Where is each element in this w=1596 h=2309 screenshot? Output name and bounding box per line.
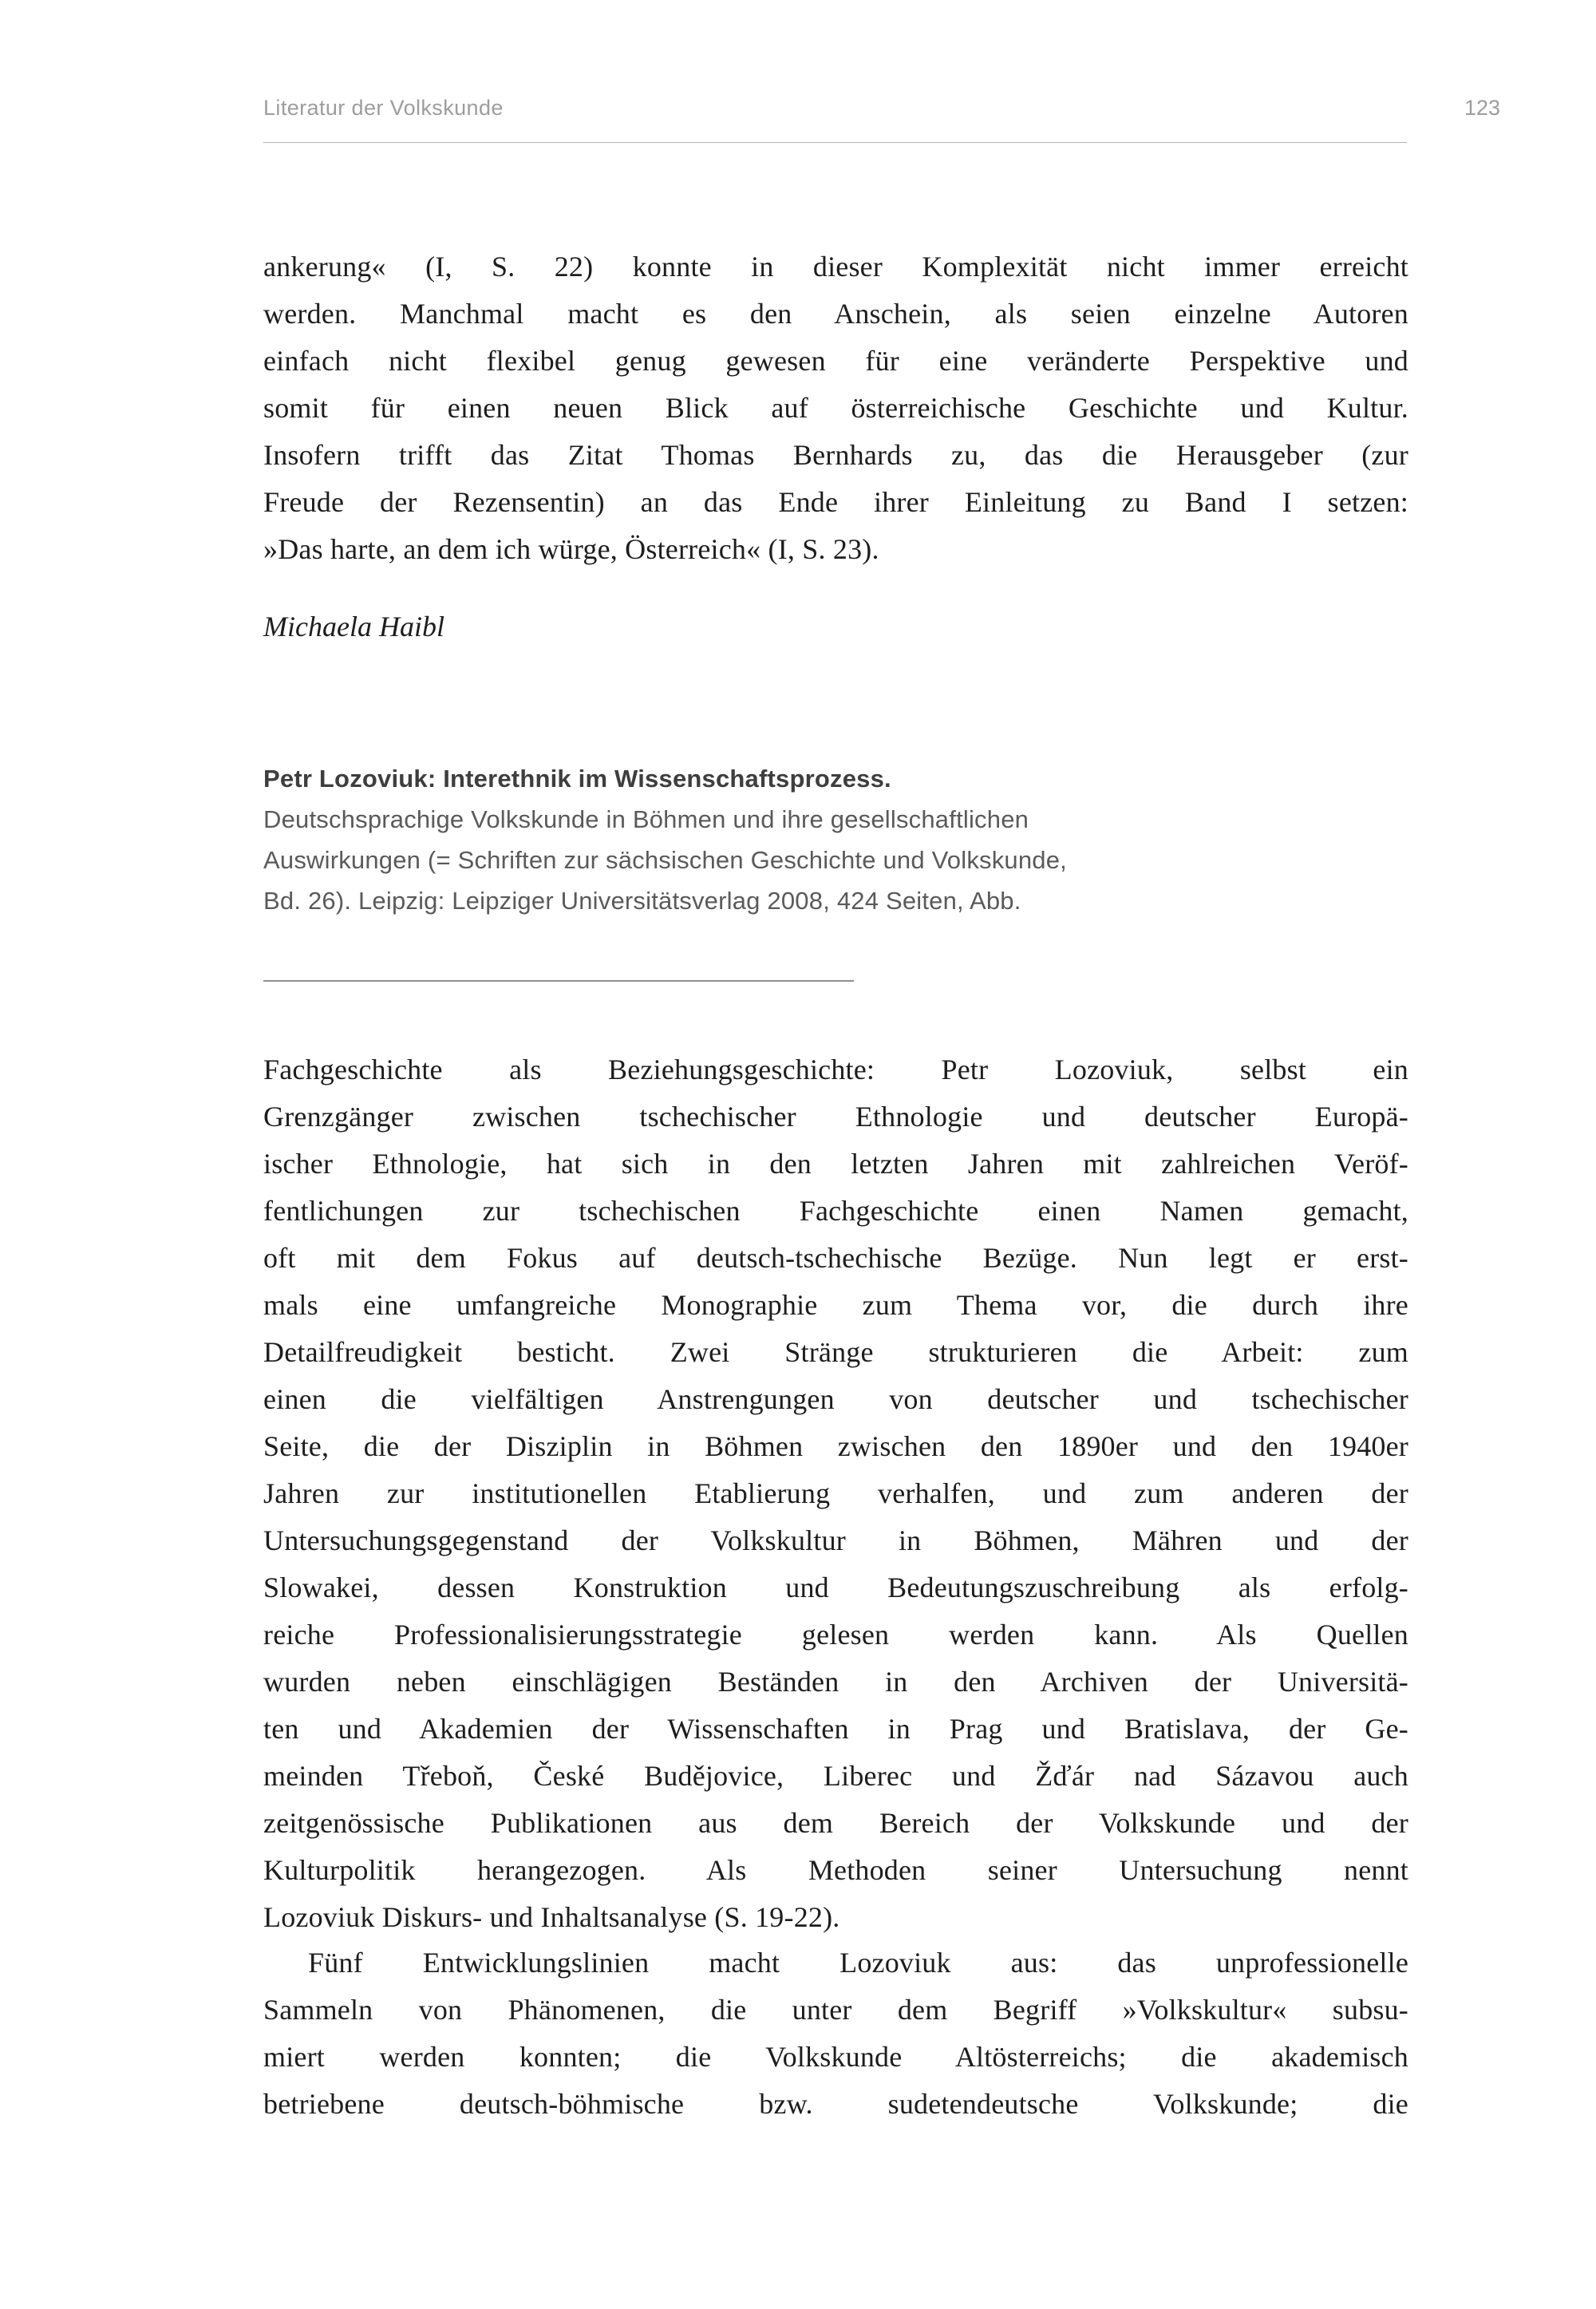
review-body-paragraph-2: Fünf Entwicklungslinien macht Lozoviuk aus: das unprofessionelle Sammeln von Phänomenen, die unter dem Begriff »Volkskultur« subsu- miert werden konnten; die Volkskunde Altösterreichs; die akademisch betriebene deutsch-böhmische bzw. sudetendeutsche Volkskunde; die <box>263 1947 1408 2120</box>
review-heading <box>263 758 1408 921</box>
header-rule <box>263 142 1407 143</box>
review-title: Petr Lozoviuk: Interethnik im Wissenschaftsprozess. <box>263 765 891 793</box>
review-body-paragraph-1: Fachgeschichte als Beziehungsgeschichte: Petr Lozoviuk, selbst ein Grenzgänger zwischen tschechischer Ethnologie und deutscher Europä- ischer Ethnologie, hat sich in den letzten Jahren mit zahlreichen Veröf- fentlichungen zur tschechischen Fachgeschichte einen Namen gemacht, oft mit dem Fokus auf deutsch-tschechische Bezüge. Nun legt er erst- mals eine umfangreiche Monographie zum Thema vor, die durch ihre Detailfreudigkeit besticht. Zwei Stränge strukturieren die Arbeit: zum einen die vielfältigen Anstrengungen von deutscher und tschechischer Seite, die der Disziplin in Böhmen zwischen den 1890er und den 1940er Jahren zur institutionellen Etablierung verhalfen, und zum anderen der Untersuchungsgegenstand der Volkskultur in Böhmen, Mähren und der Slowakei, dessen Konstruktion und Bedeutungszuschreibung als erfolg- reiche Professionalisierungsstrategie gelesen werden kann. Als Quellen wurden neben einschlägigen Beständen in den Archiven der Universitä- ten und Akademien der Wissenschaften in Prag und Bratislava, der Ge- meinden Třeboň, České Budějovice, Liberec und Žďár nad Sázavou auch zeitgenössische Publikationen aus dem Bereich der Volkskunde und der Kulturpolitik herangezogen. Als Methoden seiner Untersuchung nennt Lozoviuk Diskurs- und Inhaltsanalyse (S. 19-22). <box>263 1054 1408 1933</box>
page-number: 123 <box>1464 96 1500 120</box>
continued-paragraph: ankerung« (I, S. 22) konnte in dieser Komplexität nicht immer erreicht werden. Manchmal macht es den Anschein, als seien einzelne Autoren einfach nicht flexibel genug gewesen für eine veränderte Perspektive und somit für einen neuen Blick auf österreichische Geschichte und Kultur. Insofern trifft das Zitat Thomas Bernhards zu, das die Herausgeber (zur Freude der Rezensentin) an das Ende ihrer Einleitung zu Band I setzen: »Das harte, an dem ich würge, Österreich« (I, S. 23). <box>263 251 1408 565</box>
running-head: Literatur der Volkskunde <box>263 96 504 120</box>
author-name: Michaela Haibl <box>263 611 444 642</box>
review-subtitle: Deutschsprachige Volkskunde in Böhmen und ihre gesellschaftlichen Auswirkungen (= Schriften zur sächsischen Geschichte und Volkskunde, Bd. 26). Leipzig: Leipziger Universitätsverlag 2008, 424 Seiten, Abb. <box>263 805 1067 915</box>
section-rule <box>263 980 854 982</box>
